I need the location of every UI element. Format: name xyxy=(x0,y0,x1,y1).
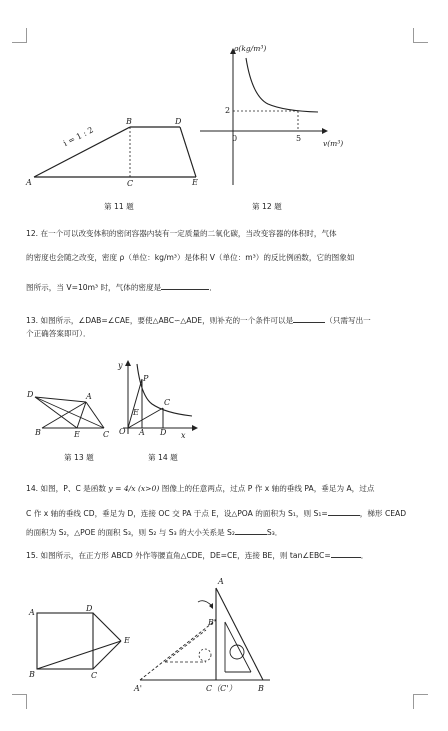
fig16-label-B: B xyxy=(258,684,264,693)
fig14-label-P: P xyxy=(143,374,149,383)
fig15-label-C: C xyxy=(91,671,98,680)
fig16-label-Bp: B' xyxy=(208,618,217,627)
figure-13-caption: 第 13 题 xyxy=(64,453,94,462)
fig12-xlabel: v(m³) xyxy=(323,139,344,148)
figure-11-caption: 第 11 题 xyxy=(104,202,134,211)
fig16-label-Ap: A' xyxy=(134,684,142,693)
fig12-xtick: 5 xyxy=(296,134,302,143)
fig16-label-C: C（C'） xyxy=(206,684,237,693)
fig14-label-y: y xyxy=(118,361,123,370)
q13-line1-end: （只需写出一 xyxy=(325,316,371,325)
fig13-label-A: A xyxy=(86,392,92,401)
q14-formula: y = 4/x (x>0) xyxy=(108,484,160,493)
fig13-label-C: C xyxy=(103,430,110,439)
fig13-label-B: B xyxy=(35,428,41,437)
fig15-label-A: A xyxy=(29,608,35,617)
fig14-label-C: C xyxy=(164,398,171,407)
fig11-label-ratio: i = 1 : 2 xyxy=(62,125,95,149)
q12-line1: 12. 在一个可以改变体积的密闭容器内装有一定质量的二氧化碳，当改变容器的体积时，气体 xyxy=(26,229,337,238)
fig14-label-A: A xyxy=(139,428,145,437)
fig13-label-D: D xyxy=(27,390,34,399)
q14-line1-end: 图像上的任意两点，过点 P 作 x 轴的垂线 PA，垂足为 A，过点 xyxy=(161,484,375,493)
fig13-label-E: E xyxy=(74,430,80,439)
fig12-origin: 0 xyxy=(232,134,238,143)
q14-line3-text: 的面积为 S₂，△POE 的面积 S₃，则 S₂ 与 S₃ 的大小关系是 S₂ xyxy=(26,528,235,537)
figure-12-caption: 第 12 题 xyxy=(252,202,282,211)
fig16-label-A: A xyxy=(218,577,224,586)
q15-line1-end: ． xyxy=(360,551,369,560)
fig14-label-D: D xyxy=(160,428,167,437)
fig14-label-x: x xyxy=(181,431,186,440)
q12-line2: 的密度也会随之改变，密度 ρ（单位：kg/m³）是体积 V（单位：m³）的反比例函数，它的图象如 xyxy=(26,253,355,262)
fig11-label-D: D xyxy=(175,117,182,126)
fig11-label-B: B xyxy=(126,117,132,126)
fig14-label-O: O xyxy=(119,427,126,436)
fig11-label-C: C xyxy=(127,179,134,188)
fig15-label-B: B xyxy=(29,670,35,679)
fig12-ytick: 2 xyxy=(225,106,231,115)
q12-line3-text: 图所示，当 V=10m³ 时，气体的密度是 xyxy=(26,283,162,292)
fig15-label-E: E xyxy=(124,636,130,645)
q13-line1-text: 13. 如图所示，∠DAB=∠CAE，要使△ABC∽△ADE，则补充的一个条件可以是 xyxy=(26,316,294,325)
q14-line3-end: S₃． xyxy=(266,528,283,537)
fig14-label-E: E xyxy=(133,408,139,417)
fig11-label-E: E xyxy=(192,178,198,187)
q13-line2: 个正确答案即可）． xyxy=(26,329,91,338)
fig11-label-A: A xyxy=(26,178,32,187)
fig15-label-D: D xyxy=(86,604,93,613)
q12-line3-end: ． xyxy=(209,283,217,292)
figure-14-caption: 第 14 题 xyxy=(148,453,178,462)
q14-line2-text: C 作 x 轴的垂线 CD，垂足为 D，连接 OC 交 PA 于点 E，设△POA 的面积为 S₁，则 S₁= xyxy=(26,509,328,518)
fig12-ylabel: ρ(kg/m³) xyxy=(234,44,267,53)
q14-line1-text: 14. 如图，P、C 是函数 xyxy=(26,484,106,493)
q14-line2-end: ，梯形 CEAD xyxy=(359,509,407,518)
q15-line1-text: 15. 如图所示，在正方形 ABCD 外作等腰直角△CDE，DE=CE，连接 BE，则 tan∠EBC= xyxy=(26,551,331,560)
